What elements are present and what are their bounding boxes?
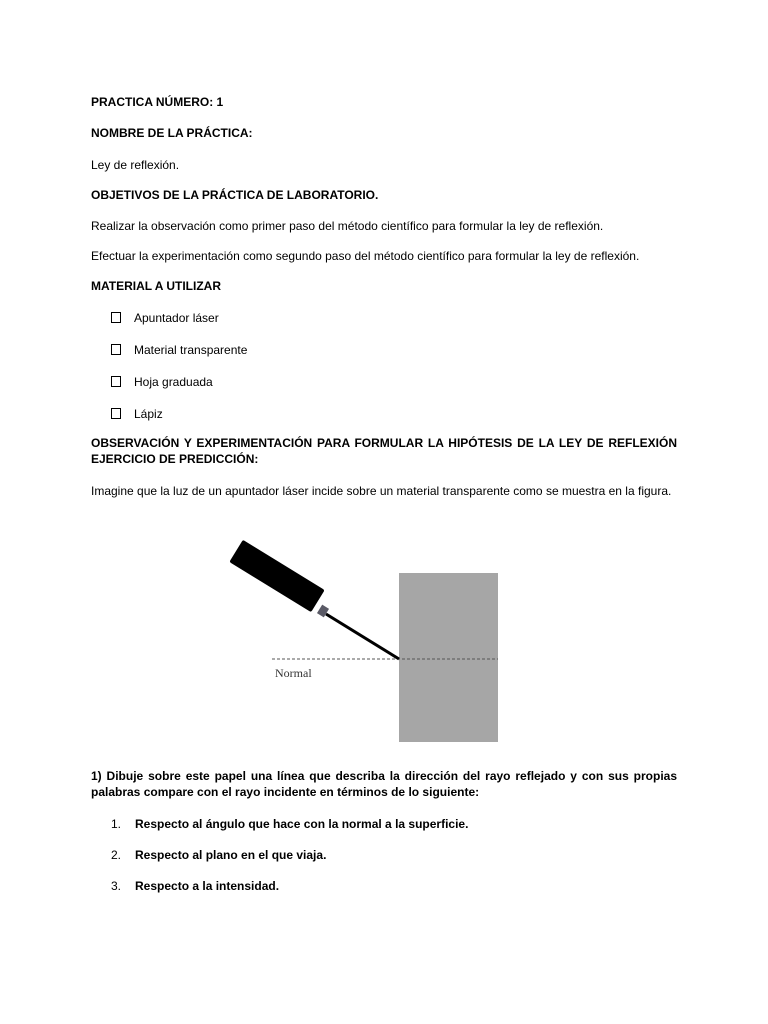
material-item <box>111 310 219 326</box>
checkbox-icon <box>111 312 121 323</box>
material-item <box>111 374 213 390</box>
question-item <box>111 816 468 832</box>
observation-prompt: Imagine que la luz de un apuntador láser incide sobre un material transparente como se muestra en la figura. <box>91 484 672 498</box>
question-text: 1) Dibuje sobre este papel una línea que describa la dirección del rayo reflejado y con sus propias palabras compare con el rayo incidente en términos de lo siguiente: <box>91 769 677 799</box>
material-label: Lápiz <box>134 407 163 421</box>
practice-name-label: NOMBRE DE LA PRÁCTICA: <box>91 126 253 140</box>
material-item <box>111 342 247 358</box>
material-label: Material transparente <box>134 343 248 357</box>
practice-name: Ley de reflexión. <box>91 158 180 172</box>
question-item-text: Respecto al ángulo que hace con la normal a la superficie. <box>135 817 469 831</box>
question-item-text: Respecto al plano en el que viaja. <box>135 848 327 862</box>
laser-pointer-body <box>229 540 324 612</box>
objective-item: Realizar la observación como primer paso del método científico para formular la ley de reflexión. <box>91 219 604 233</box>
question-item <box>111 847 326 863</box>
materials-heading: MATERIAL A UTILIZAR <box>91 279 221 293</box>
normal-label: Normal <box>275 666 312 680</box>
laser-figure <box>222 538 502 744</box>
material-label: Hoja graduada <box>134 375 213 389</box>
transparent-block <box>399 573 498 742</box>
observation-heading: OBSERVACIÓN Y EXPERIMENTACIÓN PARA FORMULAR LA HIPÓTESIS DE LA LEY DE REFLEXIÓN EJERCICIO DE PREDICCIÓN: <box>91 436 677 466</box>
laser-beam <box>326 614 399 659</box>
material-label: Apuntador láser <box>134 311 219 325</box>
question-item-number: 2. <box>111 848 122 862</box>
question-item-text: Respecto a la intensidad. <box>135 879 280 893</box>
checkbox-icon <box>111 408 121 419</box>
checkbox-icon <box>111 344 121 355</box>
checkbox-icon <box>111 376 121 387</box>
objectives-heading: OBJETIVOS DE LA PRÁCTICA DE LABORATORIO. <box>91 188 379 202</box>
practice-number: PRACTICA NÚMERO: 1 <box>91 95 224 109</box>
question-item <box>111 878 279 894</box>
objective-item: Efectuar la experimentación como segundo paso del método científico para formular la ley de reflexión. <box>91 249 640 263</box>
question-item-number: 3. <box>111 879 122 893</box>
question-item-number: 1. <box>111 817 122 831</box>
laser-pointer <box>229 540 329 618</box>
material-item <box>111 406 163 422</box>
